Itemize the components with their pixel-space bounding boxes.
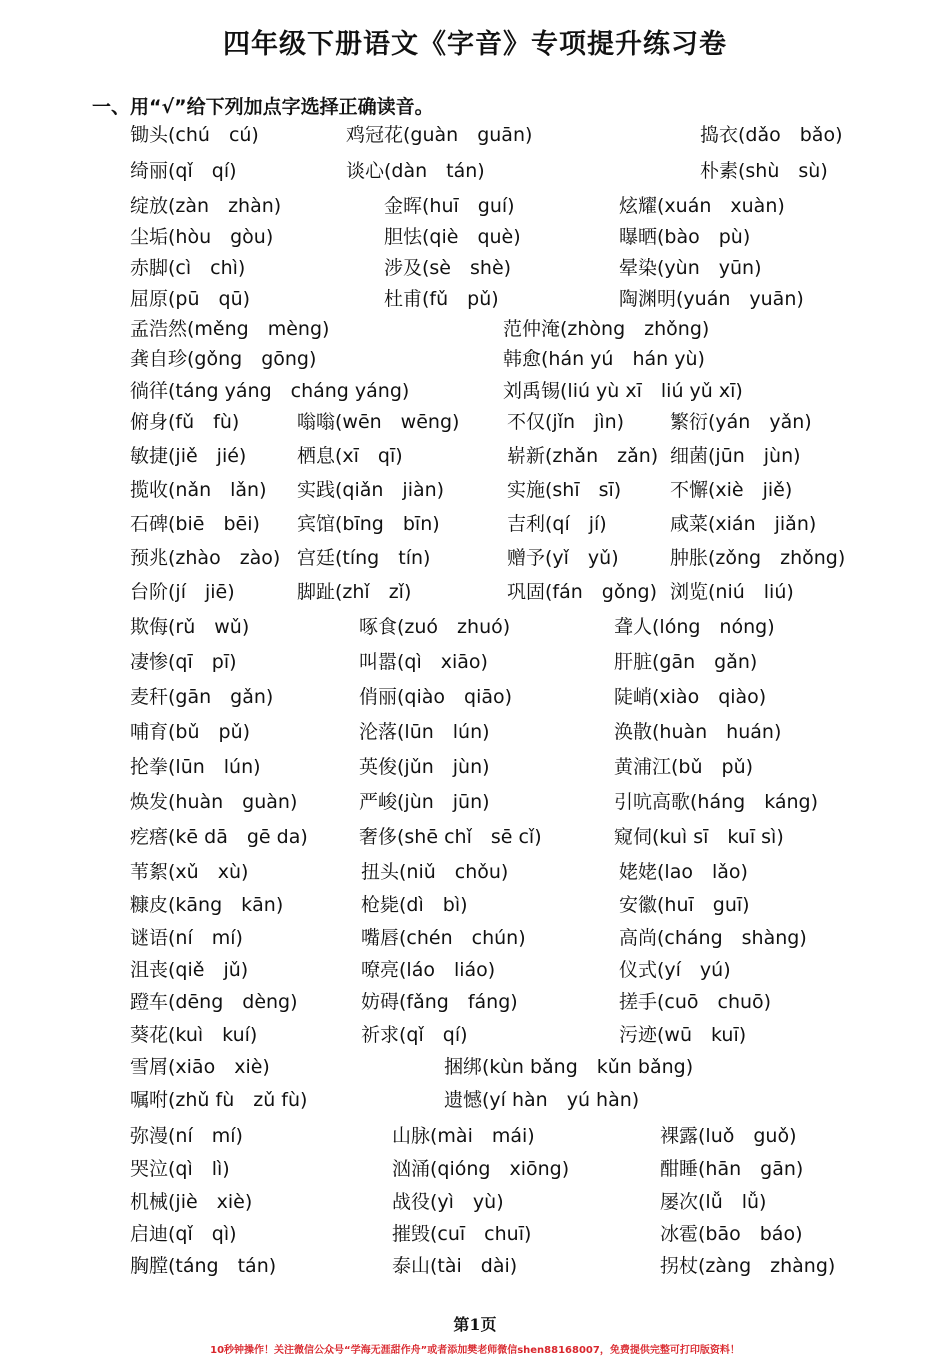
- pinyin-item: 栖息(xī qī): [297, 445, 403, 467]
- pinyin-item: 晕染(yùn yūn): [619, 257, 762, 279]
- pinyin-item: 弥漫(ní mí): [130, 1125, 243, 1147]
- exercise-row: [0, 925, 950, 955]
- exercise-row: [0, 684, 950, 714]
- pinyin-item: 捣衣(dǎo bǎo): [700, 124, 843, 146]
- pinyin-item: 聋人(lóng nóng): [614, 616, 775, 638]
- exercise-row: [0, 224, 950, 254]
- pinyin-item: 黄浦江(bǔ pǔ): [614, 756, 754, 778]
- pinyin-item: 沦落(lūn lún): [359, 721, 490, 743]
- exercise-row: [0, 1123, 950, 1153]
- pinyin-item: 枪毙(dì bì): [361, 894, 468, 916]
- pinyin-item: 刘禹锡(liú yù xī liú yǔ xī): [503, 380, 743, 402]
- pinyin-item: 绮丽(qǐ qí): [130, 160, 237, 182]
- pinyin-item: 奢侈(shē chǐ sē cǐ): [359, 826, 542, 848]
- pinyin-item: 龚自珍(gǒng gōng): [130, 348, 317, 370]
- pinyin-item: 窥伺(kuì sī kuī sì): [614, 826, 784, 848]
- pinyin-item: 咸菜(xián jiǎn): [670, 513, 817, 535]
- pinyin-item: 污迹(wū kuī): [619, 1024, 747, 1046]
- pinyin-item: 赠予(yǐ yǔ): [507, 547, 619, 569]
- exercise-row: [0, 1087, 950, 1117]
- pinyin-item: 台阶(jí jiē): [130, 581, 235, 603]
- pinyin-item: 啄食(zuó zhuó): [359, 616, 511, 638]
- exercise-row: [0, 1221, 950, 1251]
- exercise-row: [0, 409, 950, 439]
- pinyin-item: 不懈(xiè jiě): [670, 479, 793, 501]
- pinyin-item: 仪式(yí yú): [619, 959, 731, 981]
- exercise-row: [0, 989, 950, 1019]
- pinyin-item: 泰山(tài dài): [392, 1255, 518, 1277]
- pinyin-item: 赤脚(cì chì): [130, 257, 246, 279]
- pinyin-item: 糠皮(kāng kān): [130, 894, 284, 916]
- pinyin-item: 扭头(niǔ chǒu): [361, 861, 509, 883]
- pinyin-item: 启迪(qǐ qì): [130, 1223, 237, 1245]
- exercise-row: [0, 1022, 950, 1052]
- pinyin-item: 祈求(qǐ qí): [361, 1024, 468, 1046]
- pinyin-item: 蹬车(dēng dèng): [130, 991, 298, 1013]
- pinyin-item: 肿胀(zǒng zhǒng): [670, 547, 846, 569]
- pinyin-item: 冰雹(bāo báo): [660, 1223, 803, 1245]
- pinyin-item: 俯身(fǔ fù): [130, 411, 240, 433]
- exercise-row: [0, 477, 950, 507]
- pinyin-item: 吉利(qí jí): [507, 513, 607, 535]
- pinyin-item: 曝晒(bào pù): [619, 226, 751, 248]
- exercise-row: [0, 1253, 950, 1283]
- pinyin-item: 涉及(sè shè): [384, 257, 512, 279]
- pinyin-item: 绽放(zàn zhàn): [130, 195, 282, 217]
- pinyin-item: 苇絮(xǔ xù): [130, 861, 249, 883]
- pinyin-item: 鸡冠花(guàn guān): [346, 124, 533, 146]
- exercise-row: [0, 614, 950, 644]
- pinyin-item: 嘱咐(zhǔ fù zǔ fù): [130, 1089, 308, 1111]
- pinyin-item: 搓手(cuō chuō): [619, 991, 772, 1013]
- pinyin-item: 凄惨(qī pī): [130, 651, 237, 673]
- pinyin-item: 脚趾(zhǐ zǐ): [297, 581, 412, 603]
- pinyin-item: 山脉(mài mái): [392, 1125, 535, 1147]
- pinyin-item: 嘴唇(chén chún): [361, 927, 526, 949]
- pinyin-item: 拐杖(zàng zhàng): [660, 1255, 836, 1277]
- pinyin-item: 姥姥(lao lǎo): [619, 861, 748, 883]
- pinyin-item: 谈心(dàn tán): [346, 160, 485, 182]
- pinyin-item: 哺育(bǔ pǔ): [130, 721, 251, 743]
- exercise-row: [0, 1054, 950, 1084]
- exercise-row: [0, 511, 950, 541]
- page-number: 第1页: [453, 1315, 497, 1334]
- exercise-row: [0, 824, 950, 854]
- exercise-row: [0, 545, 950, 575]
- pinyin-item: 细菌(jūn jùn): [670, 445, 801, 467]
- pinyin-item: 金晖(huī guí): [384, 195, 515, 217]
- pinyin-item: 妨碍(fǎng fáng): [361, 991, 518, 1013]
- pinyin-item: 朴素(shù sù): [700, 160, 828, 182]
- pinyin-item: 浏览(niú liú): [670, 581, 794, 603]
- pinyin-item: 巩固(fán gǒng): [507, 581, 657, 603]
- pinyin-item: 预兆(zhào zào): [130, 547, 281, 569]
- pinyin-item: 严峻(jùn jūn): [359, 791, 490, 813]
- exercise-row: [0, 859, 950, 889]
- exercise-row: [0, 649, 950, 679]
- pinyin-item: 遗憾(yí hàn yú hàn): [444, 1089, 640, 1111]
- pinyin-item: 英俊(jǔn jùn): [359, 756, 490, 778]
- pinyin-item: 繁衍(yán yǎn): [670, 411, 812, 433]
- pinyin-item: 高尚(cháng shàng): [619, 927, 807, 949]
- pinyin-item: 麦秆(gān gǎn): [130, 686, 274, 708]
- pinyin-item: 嗡嗡(wēn wēng): [297, 411, 460, 433]
- pinyin-item: 涣散(huàn huán): [614, 721, 782, 743]
- pinyin-item: 炫耀(xuán xuàn): [619, 195, 785, 217]
- pinyin-item: 抡拳(lūn lún): [130, 756, 261, 778]
- pinyin-item: 酣睡(hān gān): [660, 1158, 804, 1180]
- pinyin-item: 尘垢(hòu gòu): [130, 226, 274, 248]
- pinyin-item: 锄头(chú cú): [130, 124, 259, 146]
- exercise-row: [0, 1156, 950, 1186]
- pinyin-item: 欺侮(rǔ wǔ): [130, 616, 250, 638]
- pinyin-item: 崭新(zhǎn zǎn): [507, 445, 659, 467]
- exercise-row: [0, 158, 950, 188]
- exercise-row: [0, 957, 950, 987]
- exercise-row: [0, 286, 950, 316]
- pinyin-item: 引吭高歌(háng káng): [614, 791, 819, 813]
- pinyin-item: 陡峭(xiào qiào): [614, 686, 767, 708]
- pinyin-item: 敏捷(jiě jié): [130, 445, 247, 467]
- exercise-row: [0, 378, 950, 408]
- pinyin-item: 俏丽(qiào qiāo): [359, 686, 513, 708]
- pinyin-item: 屈原(pū qū): [130, 288, 251, 310]
- pinyin-item: 胆怯(qiè què): [384, 226, 521, 248]
- exercise-row: [0, 1189, 950, 1219]
- exercise-row: [0, 122, 950, 152]
- pinyin-item: 汹涌(qióng xiōng): [392, 1158, 570, 1180]
- pinyin-item: 徜徉(táng yáng cháng yáng): [130, 380, 410, 402]
- exercise-row: [0, 316, 950, 346]
- exercise-row: [0, 754, 950, 784]
- exercise-row: [0, 789, 950, 819]
- exercise-row: [0, 443, 950, 473]
- exercise-row: [0, 719, 950, 749]
- pinyin-item: 陶渊明(yuán yuān): [619, 288, 804, 310]
- exercise-row: [0, 193, 950, 223]
- pinyin-item: 屡次(lǚ lǚ): [660, 1191, 767, 1213]
- page-title: 四年级下册语文《字音》专项提升练习卷: [223, 29, 727, 60]
- pinyin-item: 实施(shī sī): [507, 479, 622, 501]
- pinyin-item: 摧毁(cuī chuī): [392, 1223, 532, 1245]
- pinyin-item: 宾馆(bīng bīn): [297, 513, 440, 535]
- pinyin-item: 焕发(huàn guàn): [130, 791, 298, 813]
- pinyin-item: 胸膛(táng tán): [130, 1255, 277, 1277]
- pinyin-item: 范仲淹(zhòng zhǒng): [503, 318, 710, 340]
- pinyin-item: 安徽(huī guī): [619, 894, 750, 916]
- pinyin-item: 哭泣(qì lì): [130, 1158, 230, 1180]
- exercise-row: [0, 579, 950, 609]
- pinyin-item: 葵花(kuì kuí): [130, 1024, 258, 1046]
- pinyin-item: 叫嚣(qì xiāo): [359, 651, 488, 673]
- pinyin-item: 战役(yì yù): [392, 1191, 504, 1213]
- pinyin-item: 不仅(jǐn jìn): [507, 411, 625, 433]
- pinyin-item: 宫廷(tíng tín): [297, 547, 431, 569]
- exercise-row: [0, 892, 950, 922]
- exercise-row: [0, 255, 950, 285]
- section-heading: 一、用“√”给下列加点字选择正确读音。: [92, 96, 434, 118]
- pinyin-item: 实践(qiǎn jiàn): [297, 479, 445, 501]
- pinyin-item: 杜甫(fǔ pǔ): [384, 288, 499, 310]
- pinyin-item: 机械(jiè xiè): [130, 1191, 253, 1213]
- pinyin-item: 石碑(biē bēi): [130, 513, 260, 535]
- pinyin-item: 肝脏(gān gǎn): [614, 651, 758, 673]
- pinyin-item: 揽收(nǎn lǎn): [130, 479, 267, 501]
- pinyin-item: 嘹亮(láo liáo): [361, 959, 496, 981]
- pinyin-item: 雪屑(xiāo xiè): [130, 1056, 270, 1078]
- pinyin-item: 孟浩然(měng mèng): [130, 318, 330, 340]
- pinyin-item: 沮丧(qiě jǔ): [130, 959, 249, 981]
- pinyin-item: 韩愈(hán yú hán yù): [503, 348, 705, 370]
- pinyin-item: 裸露(luǒ guǒ): [660, 1125, 797, 1147]
- pinyin-item: 谜语(ní mí): [130, 927, 243, 949]
- footer-note: 10秒钟操作！关注微信公众号“学海无涯甜作舟”或者添加樊老师微信shen88168007，免费提供完整可打印版资料！: [210, 1345, 740, 1356]
- pinyin-item: 疙瘩(kē dā gē da): [130, 826, 308, 848]
- exercise-row: [0, 346, 950, 376]
- pinyin-item: 捆绑(kùn bǎng kǔn bǎng): [444, 1056, 694, 1078]
